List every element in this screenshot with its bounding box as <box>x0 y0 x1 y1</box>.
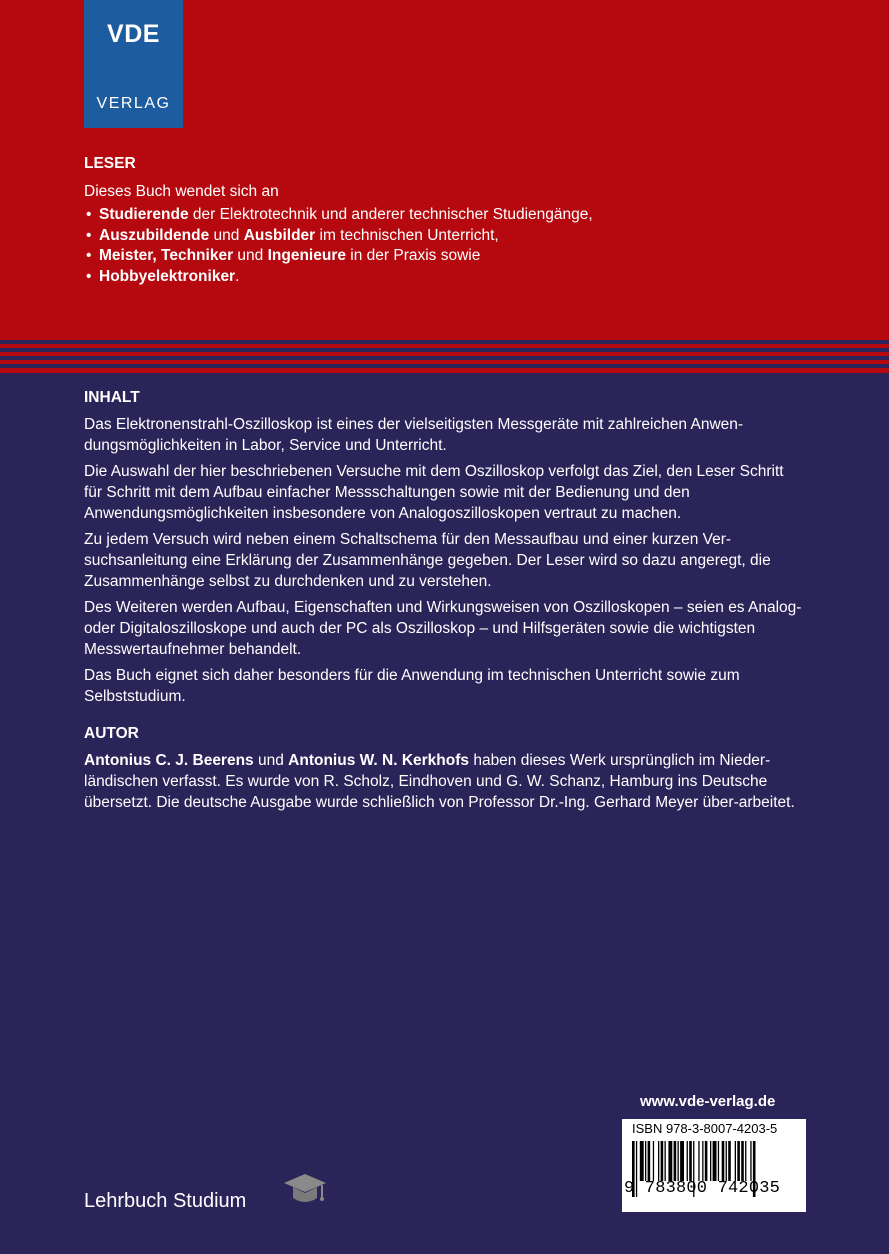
leser-heading: LESER <box>84 155 136 172</box>
autor-paragraph: Antonius C. J. Beerens und Antonius W. N. Kerkhofs haben dieses Werk ursprünglich im Nieder-ländischen verfasst. Es wurde von R. Scholz, Eindhoven und G. W. Schanz, Hamburg ins Deutsche übersetzt. Die deutsche Ausgabe wurde schließlich von Professor Dr.-Ing. Gerhard Meyer über-arbeitet. <box>84 752 795 811</box>
graduation-cap-icon <box>282 1168 328 1214</box>
list-item: • Hobbyelektroniker. <box>84 267 593 288</box>
leser-list <box>84 205 593 287</box>
inhalt-paragraph: Das Elektronenstrahl-Oszilloskop ist eines der vielseitigsten Messgeräte mit zahlreichen Anwen-dungsmöglichkeiten in Labor, Service und Unterricht. <box>84 416 744 454</box>
author-1: Antonius C. J. Beerens <box>84 752 254 769</box>
logo-verlag-text: VERLAG <box>96 95 171 112</box>
list-item: • Studierende der Elektrotechnik und anderer technischer Studiengänge, <box>84 205 593 226</box>
inhalt-heading: INHALT <box>84 389 140 406</box>
barcode-digits: 9 783800 742035 <box>624 1179 781 1198</box>
list-item: • Auszubildende und Ausbilder im technischen Unterricht, <box>84 226 593 247</box>
divider-stripes <box>0 340 889 376</box>
series-label: Lehrbuch Studium <box>84 1190 247 1212</box>
vde-verlag-logo <box>84 0 183 128</box>
inhalt-paragraph: Das Buch eignet sich daher besonders für die Anwendung im technischen Unterricht sowie zum Selbststudium. <box>84 667 740 705</box>
barcode-panel <box>622 1119 806 1212</box>
autor-body <box>84 750 804 818</box>
inhalt-paragraph: Zu jedem Versuch wird neben einem Schaltschema für den Messaufbau und einer kurzen Ver-suchsanleitung eine Erklärung der Zusammenhänge gegeben. Der Leser wird so dazu angeregt, die Zusammenhänge selbst zu durchdenken und zu verstehen. <box>84 531 771 590</box>
list-item: • Meister, Techniker und Ingenieure in der Praxis sowie <box>84 246 593 267</box>
autor-heading: AUTOR <box>84 725 139 742</box>
author-2: Antonius W. N. Kerkhofs <box>288 752 470 769</box>
leser-intro: Dieses Buch wendet sich an <box>84 183 279 200</box>
isbn-text: ISBN 978-3-8007-4203-5 <box>632 1121 778 1136</box>
inhalt-paragraph: Des Weiteren werden Aufbau, Eigenschaften und Wirkungsweisen von Oszilloskopen – seien es Analog- oder Digitaloszilloskope und auch der PC als Oszilloskop – und Hilfsgeräten sowie die wichtigsten Messwertaufnehmer behandelt. <box>84 599 802 658</box>
inhalt-paragraph: Die Auswahl der hier beschriebenen Versuche mit dem Oszilloskop verfolgt das Ziel, den Leser Schritt für Schritt mit dem Aufbau einfacher Messschaltungen sowie mit der Bedienung und den Anwendungsmöglichkeiten insbesondere von Analogoszilloskopen vertraut zu machen. <box>84 463 784 522</box>
publisher-url[interactable]: www.vde-verlag.de <box>640 1093 776 1110</box>
logo-vde-text: VDE <box>107 20 160 48</box>
inhalt-body <box>84 414 804 712</box>
